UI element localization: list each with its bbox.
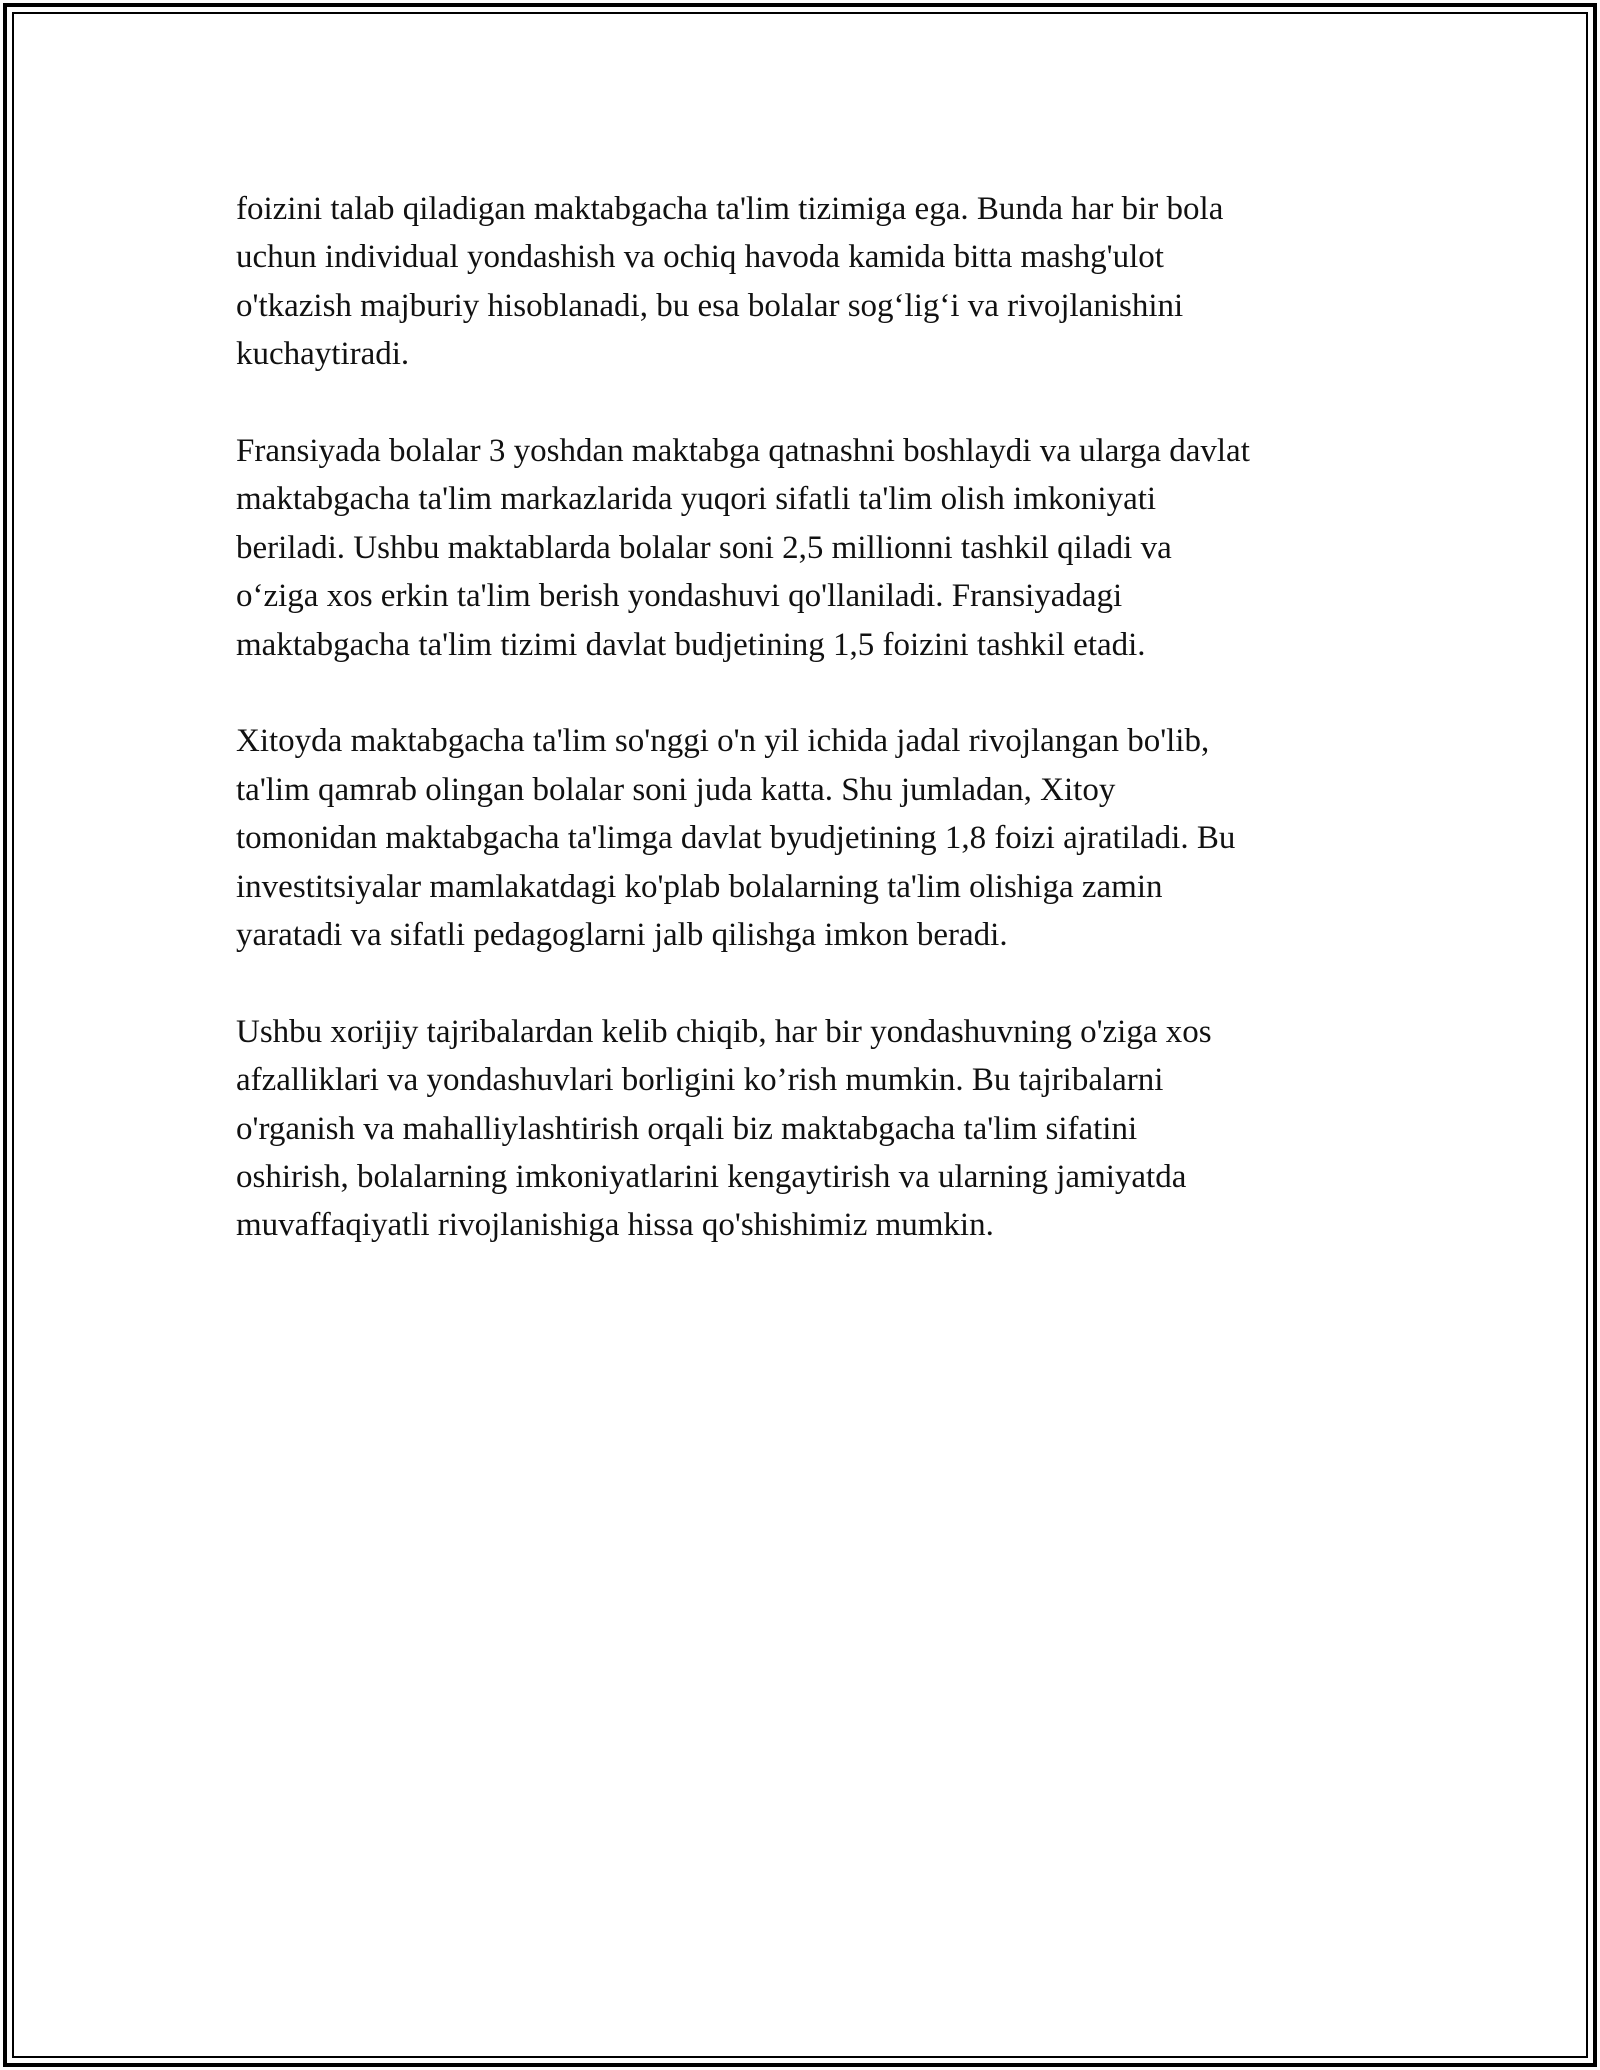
text-line: oshirish, bolalarning imkoniyatlarini kengaytirish va ularning jamiyatda [236,1159,1187,1196]
paragraph-3 [236,717,1376,959]
paragraph-4 [236,1008,1376,1250]
paragraph-2 [236,427,1376,669]
text-line: yaratadi va sifatli pedagoglarni jalb qilishga imkon beradi. [236,917,1008,954]
text-line: maktabgacha ta'lim markazlarida yuqori sifatli ta'lim olish imkoniyati [236,481,1157,518]
text-line: afzalliklari va yondashuvlari borligini ko’rish mumkin. Bu tajribalarni [236,1062,1164,1099]
text-line: foizini talab qiladigan maktabgacha ta'lim tizimiga ega. Bunda har bir bola [236,191,1224,227]
text-line: o‘ziga xos erkin ta'lim berish yondashuvi qo'llaniladi. Fransiyadagi [236,578,1123,615]
paragraph-1 [236,185,1376,379]
text-line: uchun individual yondashish va ochiq havoda kamida bitta mashg'ulot [236,239,1164,276]
text-line: maktabgacha ta'lim tizimi davlat budjetining 1,5 foizini tashkil etadi. [236,626,1146,663]
text-line: Fransiyada bolalar 3 yoshdan maktabga qatnashni boshlaydi va ularga davlat [236,433,1250,470]
text-line: investitsiyalar mamlakatdagi ko'plab bolalarning ta'lim olishiga zamin [236,868,1163,905]
text-line: beriladi. Ushbu maktablarda bolalar soni 2,5 millionni tashkil qiladi va [236,529,1172,566]
text-line: o'tkazish majburiy hisoblanadi, bu esa bolalar sog‘lig‘i va rivojlanishini [236,287,1184,324]
text-line: muvaffaqiyatli rivojlanishiga hissa qo'shishimiz mumkin. [236,1207,994,1244]
text-line: tomonidan maktabgacha ta'limga davlat byudjetining 1,8 foizi ajratiladi. Bu [236,820,1236,857]
document-body [236,185,1376,1298]
text-line: Ushbu xorijiy tajribalardan kelib chiqib, har bir yondashuvning o'ziga xos [236,1013,1212,1050]
text-line: kuchaytiradi. [236,336,410,373]
text-line: o'rganish va mahalliylashtirish orqali biz maktabgacha ta'lim sifatini [236,1110,1138,1147]
text-line: Xitoyda maktabgacha ta'lim so'nggi o'n yil ichida jadal rivojlangan bo'lib, [236,723,1210,760]
text-line: ta'lim qamrab olingan bolalar soni juda katta. Shu jumladan, Xitoy [236,771,1116,808]
